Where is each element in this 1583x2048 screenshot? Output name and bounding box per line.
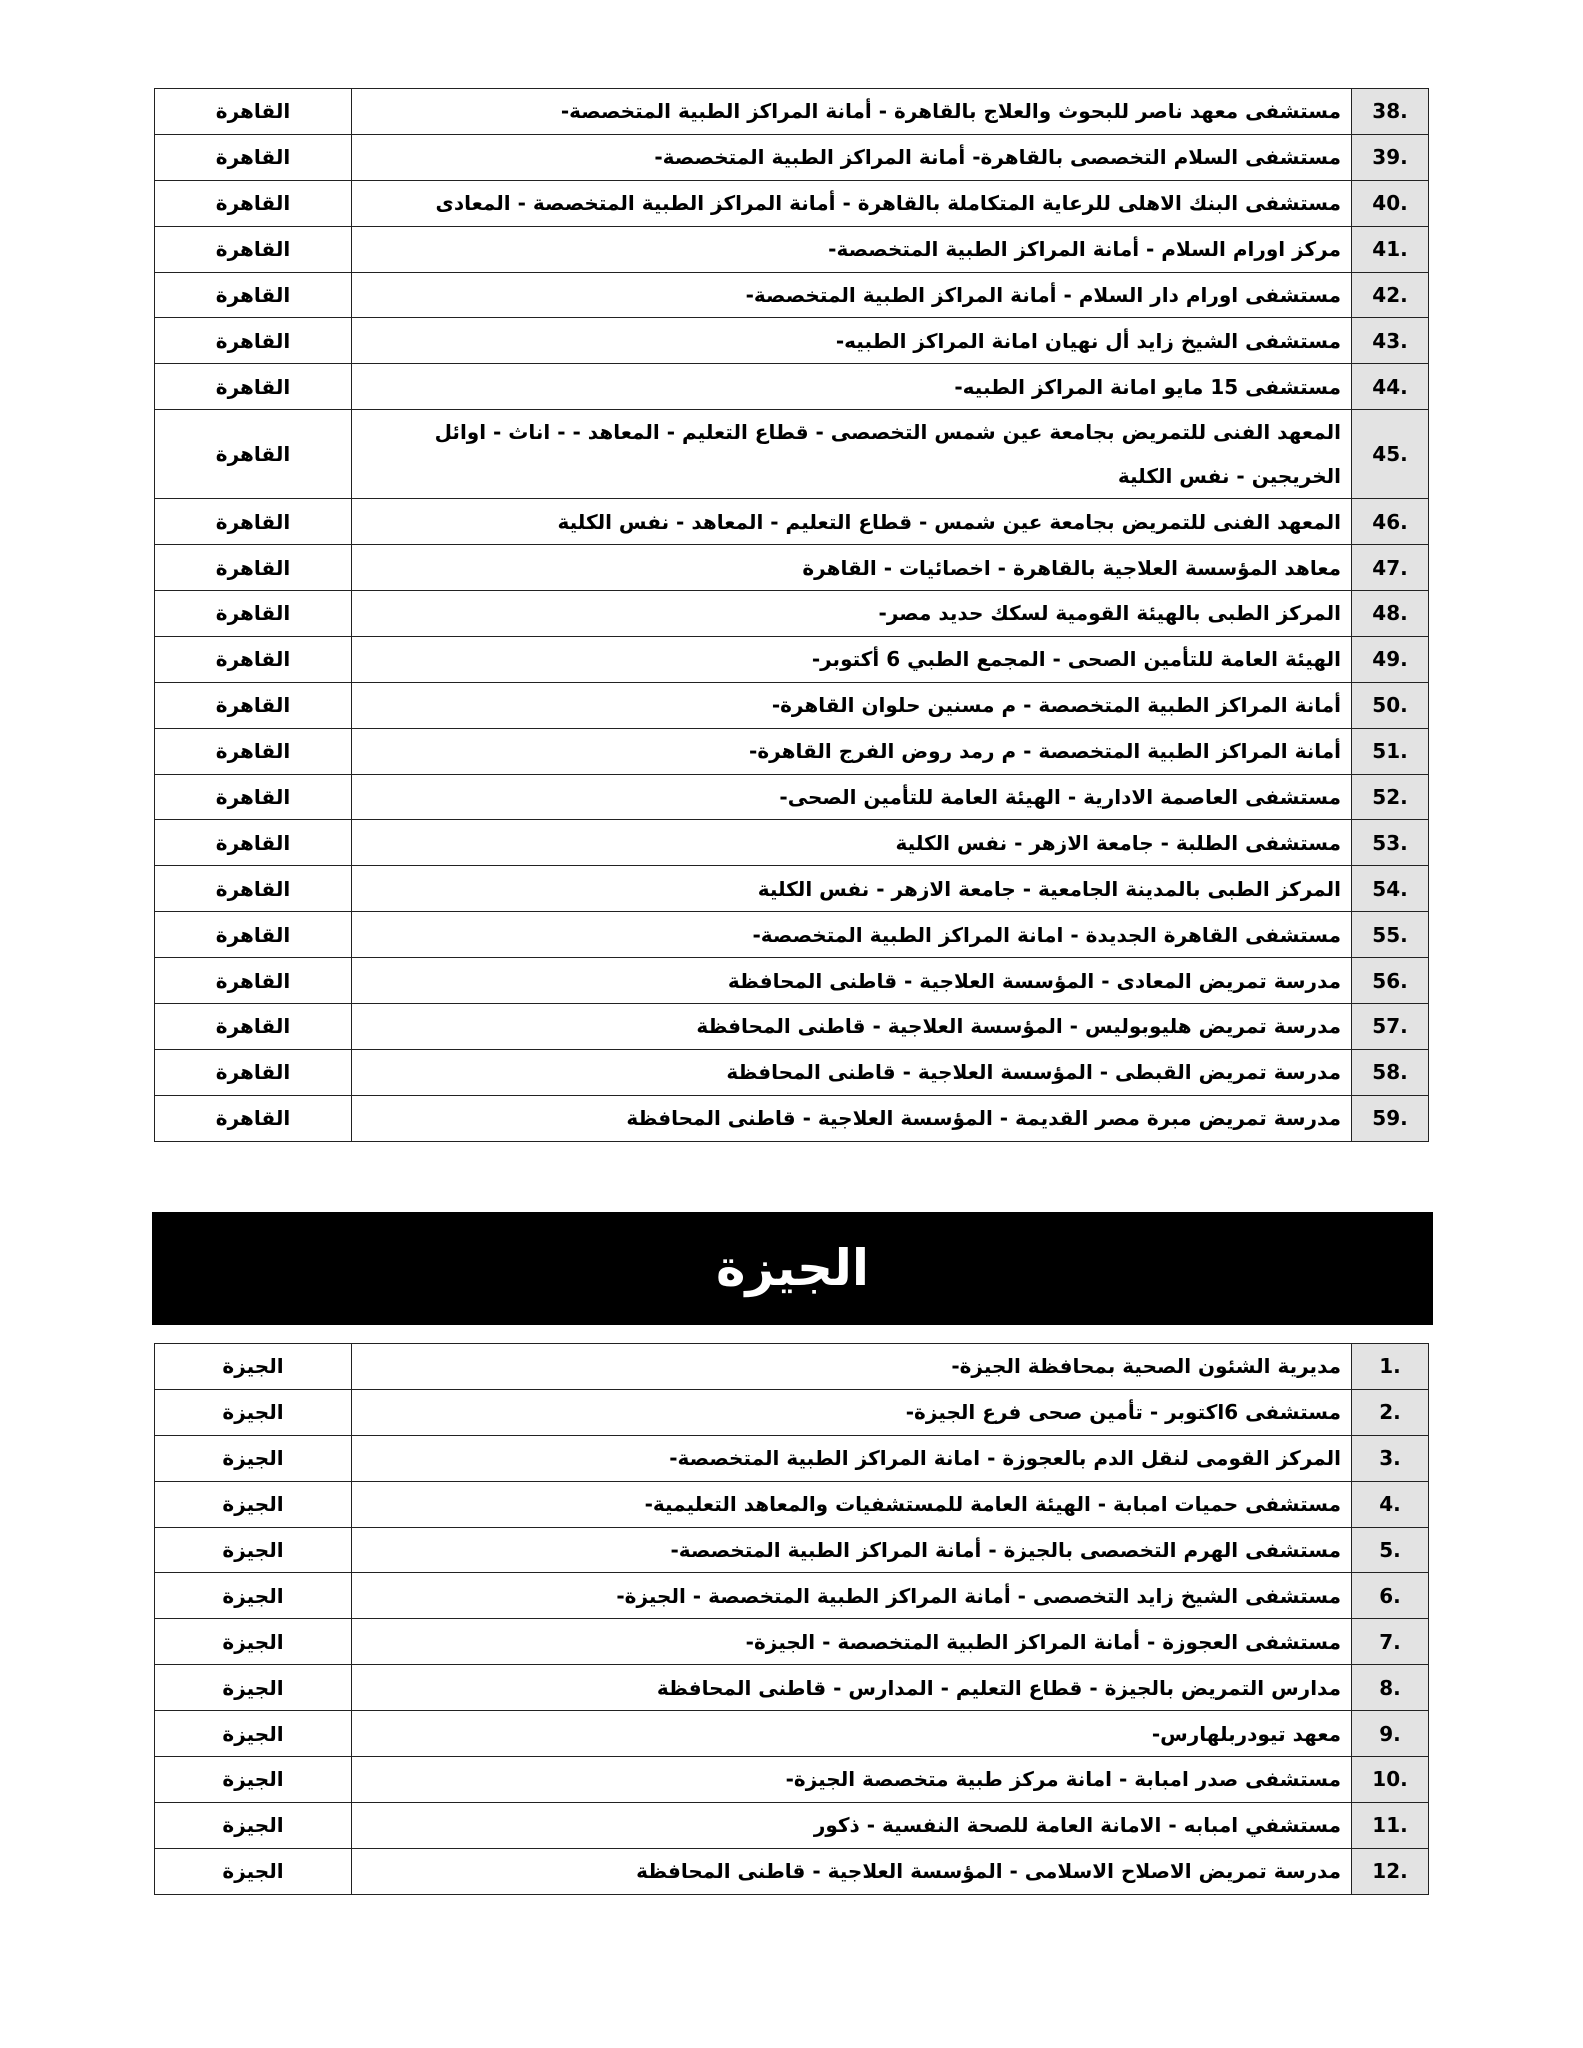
- table-row: [155, 958, 1429, 1004]
- row-number: 8.: [1352, 1665, 1429, 1711]
- row-number: 44.: [1352, 364, 1429, 410]
- governorate: القاهرة: [155, 912, 352, 958]
- institution-name: معهد تيودربلهارس-: [352, 1711, 1352, 1757]
- table-row: [155, 89, 1429, 135]
- governorate: القاهرة: [155, 89, 352, 135]
- row-number: 41.: [1352, 226, 1429, 272]
- governorate: القاهرة: [155, 591, 352, 637]
- institution-name: أمانة المراكز الطبية المتخصصة - م رمد روض الفرج القاهرة-: [352, 728, 1352, 774]
- cairo-hospitals-table: [154, 88, 1429, 1142]
- institution-name: مستشفى صدر امبابة - امانة مركز طبية متخصصة الجيزة-: [352, 1757, 1352, 1803]
- governorate: الجيزة: [155, 1481, 352, 1527]
- table-row: [155, 591, 1429, 637]
- institution-name: مستشفى الطلبة - جامعة الازهر - نفس الكلية: [352, 820, 1352, 866]
- governorate: القاهرة: [155, 318, 352, 364]
- row-number: 49.: [1352, 636, 1429, 682]
- institution-name: مركز اورام السلام - أمانة المراكز الطبية المتخصصة-: [352, 226, 1352, 272]
- table-row: [155, 1527, 1429, 1573]
- institution-name: المركز الطبى بالمدينة الجامعية - جامعة الازهر - نفس الكلية: [352, 866, 1352, 912]
- institution-name: مستشفى اورام دار السلام - أمانة المراكز الطبية المتخصصة-: [352, 272, 1352, 318]
- governorate: الجيزة: [155, 1344, 352, 1390]
- governorate: القاهرة: [155, 636, 352, 682]
- row-number: 57.: [1352, 1004, 1429, 1050]
- governorate: القاهرة: [155, 180, 352, 226]
- institution-name: معاهد المؤسسة العلاجية بالقاهرة - اخصائيات - القاهرة: [352, 545, 1352, 591]
- institution-name: مدرسة تمريض المعادى - المؤسسة العلاجية - قاطنى المحافظة: [352, 958, 1352, 1004]
- governorate: الجيزة: [155, 1389, 352, 1435]
- table-row: [155, 134, 1429, 180]
- table-row: [155, 1481, 1429, 1527]
- row-number: 39.: [1352, 134, 1429, 180]
- governorate: الجيزة: [155, 1665, 352, 1711]
- row-number: 55.: [1352, 912, 1429, 958]
- governorate: القاهرة: [155, 958, 352, 1004]
- institution-name: مدرسة تمريض الاصلاح الاسلامى - المؤسسة العلاجية - قاطنى المحافظة: [352, 1848, 1352, 1894]
- institution-name: مستشفى معهد ناصر للبحوث والعلاج بالقاهرة - أمانة المراكز الطبية المتخصصة-: [352, 89, 1352, 135]
- governorate: الجيزة: [155, 1435, 352, 1481]
- governorate: القاهرة: [155, 774, 352, 820]
- table-row: [155, 1757, 1429, 1803]
- institution-name: مدرسة تمريض هليوبوليس - المؤسسة العلاجية - قاطنى المحافظة: [352, 1004, 1352, 1050]
- table-row: [155, 318, 1429, 364]
- table-row: [155, 1573, 1429, 1619]
- row-number: 47.: [1352, 545, 1429, 591]
- row-number: 50.: [1352, 682, 1429, 728]
- governorate: الجيزة: [155, 1527, 352, 1573]
- institution-name: مستشفي امبابه - الامانة العامة للصحة النفسية - ذكور: [352, 1802, 1352, 1848]
- table-row: [155, 1848, 1429, 1894]
- row-number: 54.: [1352, 866, 1429, 912]
- table-row: [155, 1344, 1429, 1390]
- table-row: [155, 1435, 1429, 1481]
- table-row: [155, 728, 1429, 774]
- table-row: [155, 180, 1429, 226]
- table-row: [155, 272, 1429, 318]
- governorate: الجيزة: [155, 1848, 352, 1894]
- institution-name: مدرسة تمريض القبطى - المؤسسة العلاجية - قاطنى المحافظة: [352, 1049, 1352, 1095]
- table-row: [155, 866, 1429, 912]
- row-number: 4.: [1352, 1481, 1429, 1527]
- institution-name: مستشفى 15 مايو امانة المراكز الطبيه-: [352, 364, 1352, 410]
- institution-name: مستشفى القاهرة الجديدة - امانة المراكز الطبية المتخصصة-: [352, 912, 1352, 958]
- governorate: القاهرة: [155, 1004, 352, 1050]
- institution-name: المعهد الفنى للتمريض بجامعة عين شمس - قطاع التعليم - المعاهد - نفس الكلية: [352, 499, 1352, 545]
- row-number: 51.: [1352, 728, 1429, 774]
- governorate: القاهرة: [155, 545, 352, 591]
- row-number: 10.: [1352, 1757, 1429, 1803]
- table-row: [155, 410, 1429, 499]
- table-row: [155, 682, 1429, 728]
- governorate: القاهرة: [155, 682, 352, 728]
- table-row: [155, 1711, 1429, 1757]
- row-number: 12.: [1352, 1848, 1429, 1894]
- row-number: 48.: [1352, 591, 1429, 637]
- row-number: 5.: [1352, 1527, 1429, 1573]
- governorate: الجيزة: [155, 1573, 352, 1619]
- governorate: القاهرة: [155, 410, 352, 499]
- row-number: 52.: [1352, 774, 1429, 820]
- institution-name: مدارس التمريض بالجيزة - قطاع التعليم - المدارس - قاطنى المحافظة: [352, 1665, 1352, 1711]
- governorate: القاهرة: [155, 728, 352, 774]
- governorate: القاهرة: [155, 364, 352, 410]
- institution-name: مستشفى السلام التخصصى بالقاهرة- أمانة المراكز الطبية المتخصصة-: [352, 134, 1352, 180]
- institution-name: المركز القومى لنقل الدم بالعجوزة - امانة المراكز الطبية المتخصصة-: [352, 1435, 1352, 1481]
- row-number: 38.: [1352, 89, 1429, 135]
- governorate: القاهرة: [155, 1095, 352, 1141]
- section-heading-giza: الجيزة: [152, 1212, 1433, 1325]
- governorate: الجيزة: [155, 1757, 352, 1803]
- governorate: الجيزة: [155, 1619, 352, 1665]
- table-row: [155, 364, 1429, 410]
- table-row: [155, 1619, 1429, 1665]
- row-number: 43.: [1352, 318, 1429, 364]
- institution-name: مستشفى 6اكتوبر - تأمين صحى فرع الجيزة-: [352, 1389, 1352, 1435]
- row-number: 40.: [1352, 180, 1429, 226]
- table-row: [155, 636, 1429, 682]
- row-number: 45.: [1352, 410, 1429, 499]
- table-row: [155, 1049, 1429, 1095]
- institution-name: الهيئة العامة للتأمين الصحى - المجمع الطبي 6 أكتوبر-: [352, 636, 1352, 682]
- table-row: [155, 774, 1429, 820]
- row-number: 59.: [1352, 1095, 1429, 1141]
- table-row: [155, 1665, 1429, 1711]
- table-row: [155, 1004, 1429, 1050]
- institution-name: المعهد الفنى للتمريض بجامعة عين شمس التخصصى - قطاع التعليم - المعاهد - - اناث - اوائل الخريجين - نفس الكلية: [352, 410, 1352, 499]
- institution-name: مستشفى الشيخ زايد أل نهيان امانة المراكز الطبيه-: [352, 318, 1352, 364]
- table-row: [155, 1095, 1429, 1141]
- row-number: 9.: [1352, 1711, 1429, 1757]
- governorate: الجيزة: [155, 1711, 352, 1757]
- table-row: [155, 1389, 1429, 1435]
- institution-name: المركز الطبى بالهيئة القومية لسكك حديد مصر-: [352, 591, 1352, 637]
- row-number: 2.: [1352, 1389, 1429, 1435]
- institution-name: مستشفى الهرم التخصصى بالجيزة - أمانة المراكز الطبية المتخصصة-: [352, 1527, 1352, 1573]
- table-row: [155, 912, 1429, 958]
- institution-name: مستشفى العاصمة الادارية - الهيئة العامة للتأمين الصحى-: [352, 774, 1352, 820]
- row-number: 11.: [1352, 1802, 1429, 1848]
- row-number: 53.: [1352, 820, 1429, 866]
- row-number: 42.: [1352, 272, 1429, 318]
- table-row: [155, 499, 1429, 545]
- governorate: القاهرة: [155, 134, 352, 180]
- governorate: القاهرة: [155, 226, 352, 272]
- institution-name: مدرسة تمريض مبرة مصر القديمة - المؤسسة العلاجية - قاطنى المحافظة: [352, 1095, 1352, 1141]
- giza-hospitals-table: [154, 1343, 1429, 1895]
- governorate: القاهرة: [155, 1049, 352, 1095]
- institution-name: مستشفى البنك الاهلى للرعاية المتكاملة بالقاهرة - أمانة المراكز الطبية المتخصصة - المعادى: [352, 180, 1352, 226]
- governorate: القاهرة: [155, 499, 352, 545]
- row-number: 7.: [1352, 1619, 1429, 1665]
- table-row: [155, 545, 1429, 591]
- institution-name: مستشفى الشيخ زايد التخصصى - أمانة المراكز الطبية المتخصصة - الجيزة-: [352, 1573, 1352, 1619]
- table-row: [155, 226, 1429, 272]
- row-number: 56.: [1352, 958, 1429, 1004]
- institution-name: مستشفى العجوزة - أمانة المراكز الطبية المتخصصة - الجيزة-: [352, 1619, 1352, 1665]
- row-number: 6.: [1352, 1573, 1429, 1619]
- institution-name: مستشفى حميات امبابة - الهيئة العامة للمستشفيات والمعاهد التعليمية-: [352, 1481, 1352, 1527]
- table-row: [155, 1802, 1429, 1848]
- table-row: [155, 820, 1429, 866]
- row-number: 46.: [1352, 499, 1429, 545]
- row-number: 3.: [1352, 1435, 1429, 1481]
- row-number: 1.: [1352, 1344, 1429, 1390]
- governorate: الجيزة: [155, 1802, 352, 1848]
- governorate: القاهرة: [155, 272, 352, 318]
- institution-name: أمانة المراكز الطبية المتخصصة - م مسنين حلوان القاهرة-: [352, 682, 1352, 728]
- governorate: القاهرة: [155, 820, 352, 866]
- institution-name: مديرية الشئون الصحية بمحافظة الجيزة-: [352, 1344, 1352, 1390]
- governorate: القاهرة: [155, 866, 352, 912]
- row-number: 58.: [1352, 1049, 1429, 1095]
